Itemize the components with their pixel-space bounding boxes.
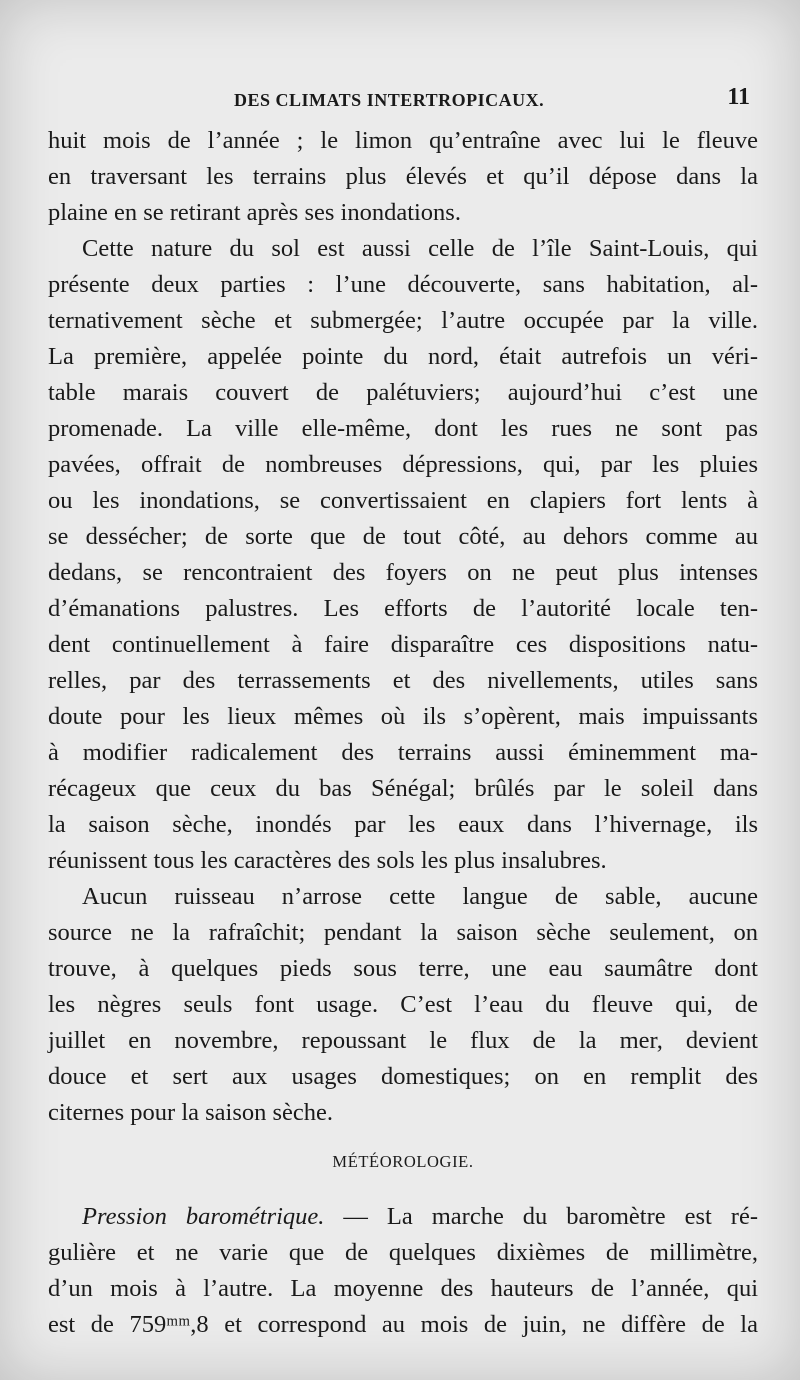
text-line: ou les inondations, se convertissaient en clapiers fort lents à (48, 487, 758, 514)
text-line: se dessécher; de sorte que de tout côté, au dehors comme au (48, 523, 758, 550)
text-line: promenade. La ville elle-même, dont les rues ne sont pas (48, 415, 758, 442)
text-line: gulière et ne varie que de quelques dixièmes de millimètre, (48, 1239, 758, 1266)
text-line: est de 759ᵐᵐ,8 et correspond au mois de juin, ne diffère de la (48, 1311, 758, 1338)
running-head (48, 84, 758, 124)
text-span: — La marche du baromètre est ré- (324, 1203, 758, 1230)
text-line: réunissent tous les caractères des sols les plus insalubres. (48, 847, 607, 874)
running-title: DES CLIMATS INTERTROPICAUX. (234, 90, 545, 110)
text-line: trouve, à quelques pieds sous terre, une eau saumâtre dont (48, 955, 758, 982)
text-line: récageux que ceux du bas Sénégal; brûlés par le soleil dans (48, 775, 758, 802)
section-heading: MÉTÉOROLOGIE. (332, 1152, 474, 1171)
paragraph-lead: Pression barométrique. (82, 1203, 325, 1230)
text-line: juillet en novembre, repoussant le flux de la mer, devient (48, 1027, 758, 1054)
text-line: la saison sèche, inondés par les eaux dans l’hivernage, ils (48, 811, 758, 838)
text-line: en traversant les terrains plus élevés et qu’il dépose dans la (48, 163, 758, 190)
text-line: douce et sert aux usages domestiques; on en remplit des (48, 1063, 758, 1090)
text-line: ternativement sèche et submergée; l’autre occupée par la ville. (48, 307, 758, 334)
text-line: table marais couvert de palétuviers; aujourd’hui c’est une (48, 379, 758, 406)
text-line: d’un mois à l’autre. La moyenne des hauteurs de l’année, qui (48, 1275, 758, 1302)
text-line: d’émanations palustres. Les efforts de l’autorité locale ten- (48, 595, 758, 622)
page-number: 11 (727, 84, 750, 110)
text-line: relles, par des terrassements et des nivellements, utiles sans (48, 667, 758, 694)
text-line (48, 1200, 758, 1234)
text-line: source ne la rafraîchit; pendant la saison sèche seulement, on (48, 919, 758, 946)
text-line: citernes pour la saison sèche. (48, 1099, 334, 1126)
text-line: à modifier radicalement des terrains aussi éminemment ma- (48, 739, 758, 766)
text-line: les nègres seuls font usage. C’est l’eau du fleuve qui, de (48, 991, 758, 1018)
text-line: La première, appelée pointe du nord, était autrefois un véri- (48, 343, 758, 370)
text-line: pavées, offrait de nombreuses dépressions, qui, par les pluies (48, 451, 758, 478)
text-line: Cette nature du sol est aussi celle de l’île Saint-Louis, qui (82, 235, 758, 262)
text-line: dent continuellement à faire disparaître ces dispositions natu- (48, 631, 758, 658)
text-line: présente deux parties : l’une découverte, sans habitation, al- (48, 271, 758, 298)
text-line: Aucun ruisseau n’arrose cette langue de sable, aucune (82, 883, 758, 910)
text-line: plaine en se retirant après ses inondations. (48, 199, 461, 226)
text-line: doute pour les lieux mêmes où ils s’opèrent, mais impuissants (48, 703, 758, 730)
text-line: huit mois de l’année ; le limon qu’entraîne avec lui le fleuve (48, 127, 758, 154)
text-line: dedans, se rencontraient des foyers on ne peut plus intenses (48, 559, 758, 586)
